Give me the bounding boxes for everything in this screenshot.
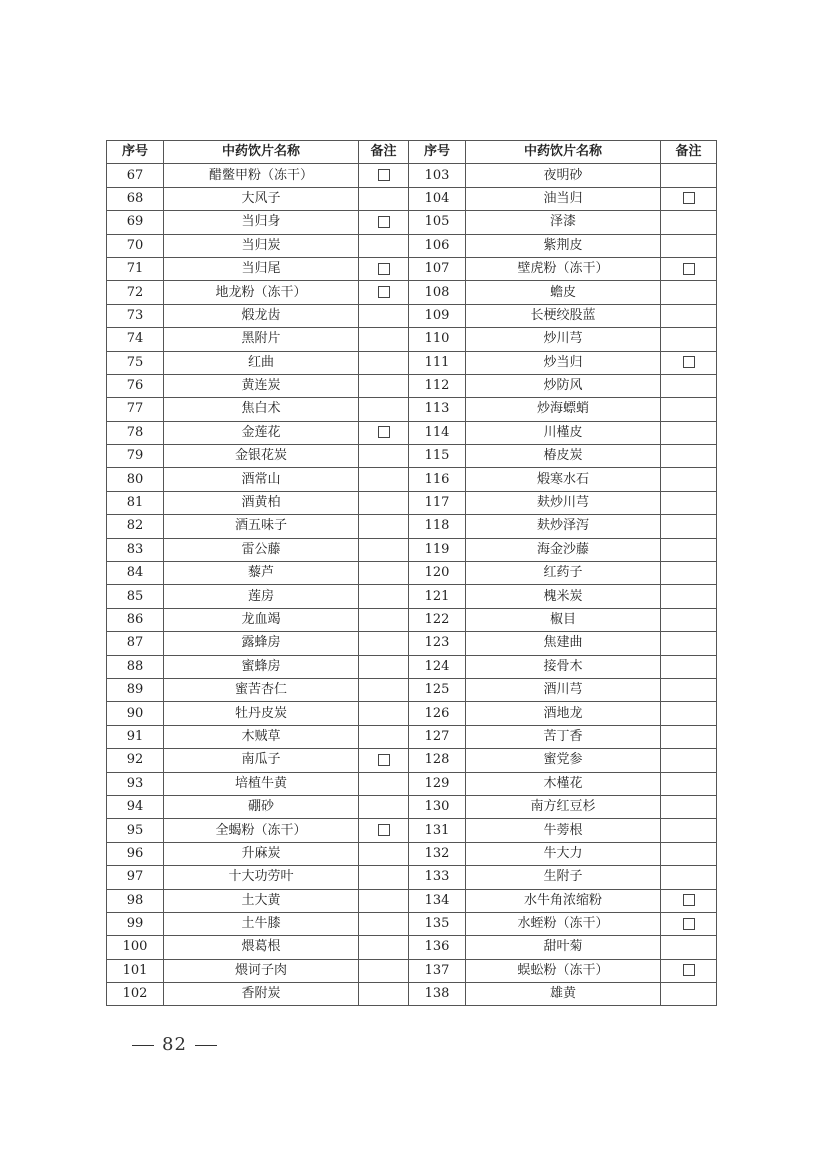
note-cell <box>359 164 409 187</box>
index-cell: 131 <box>409 819 466 842</box>
name-cell: 炒川芎 <box>466 328 661 351</box>
note-cell <box>661 912 717 935</box>
col-header-index-right: 序号 <box>409 141 466 164</box>
note-cell <box>661 398 717 421</box>
index-cell: 95 <box>107 819 164 842</box>
index-cell: 113 <box>409 398 466 421</box>
note-cell <box>661 632 717 655</box>
note-cell <box>359 304 409 327</box>
note-cell <box>359 912 409 935</box>
index-cell: 90 <box>107 702 164 725</box>
note-cell <box>359 655 409 678</box>
index-cell: 71 <box>107 257 164 280</box>
name-cell: 炒海螵蛸 <box>466 398 661 421</box>
name-cell: 煅龙齿 <box>164 304 359 327</box>
name-cell: 蜜党参 <box>466 749 661 772</box>
table-row <box>107 187 717 210</box>
note-cell <box>359 257 409 280</box>
name-cell: 壁虎粉（冻干） <box>466 257 661 280</box>
table-row <box>107 304 717 327</box>
index-cell: 85 <box>107 585 164 608</box>
name-cell: 酒黄柏 <box>164 491 359 514</box>
note-cell <box>359 889 409 912</box>
index-cell: 115 <box>409 445 466 468</box>
index-cell: 124 <box>409 655 466 678</box>
name-cell: 炒防风 <box>466 374 661 397</box>
index-cell: 111 <box>409 351 466 374</box>
index-cell: 78 <box>107 421 164 444</box>
name-cell: 牛蒡根 <box>466 819 661 842</box>
name-cell: 金莲花 <box>164 421 359 444</box>
index-cell: 96 <box>107 842 164 865</box>
note-cell <box>359 538 409 561</box>
table-row <box>107 562 717 585</box>
name-cell: 南方红豆杉 <box>466 795 661 818</box>
index-cell: 130 <box>409 795 466 818</box>
table-row <box>107 983 717 1006</box>
table-row <box>107 328 717 351</box>
table-row <box>107 281 717 304</box>
name-cell: 龙血竭 <box>164 608 359 631</box>
note-cell <box>661 725 717 748</box>
note-cell <box>661 702 717 725</box>
table-row <box>107 468 717 491</box>
note-cell <box>359 211 409 234</box>
index-cell: 81 <box>107 491 164 514</box>
index-cell: 122 <box>409 608 466 631</box>
note-cell <box>359 445 409 468</box>
name-cell: 蟾皮 <box>466 281 661 304</box>
table-row <box>107 585 717 608</box>
index-cell: 108 <box>409 281 466 304</box>
note-cell <box>359 328 409 351</box>
name-cell: 硼砂 <box>164 795 359 818</box>
table-row <box>107 866 717 889</box>
index-cell: 101 <box>107 959 164 982</box>
index-cell: 83 <box>107 538 164 561</box>
index-cell: 119 <box>409 538 466 561</box>
name-cell: 红药子 <box>466 562 661 585</box>
note-cell <box>359 772 409 795</box>
index-cell: 112 <box>409 374 466 397</box>
name-cell: 水蛭粉（冻干） <box>466 912 661 935</box>
index-cell: 67 <box>107 164 164 187</box>
name-cell: 苦丁香 <box>466 725 661 748</box>
note-cell <box>661 281 717 304</box>
table-row <box>107 842 717 865</box>
note-cell <box>661 936 717 959</box>
index-cell: 73 <box>107 304 164 327</box>
table-row <box>107 889 717 912</box>
name-cell: 土大黄 <box>164 889 359 912</box>
note-cell <box>661 257 717 280</box>
index-cell: 92 <box>107 749 164 772</box>
note-cell <box>359 866 409 889</box>
checkbox-icon <box>378 216 390 228</box>
note-cell <box>661 445 717 468</box>
note-cell <box>661 842 717 865</box>
table-row <box>107 632 717 655</box>
name-cell: 金银花炭 <box>164 445 359 468</box>
index-cell: 104 <box>409 187 466 210</box>
name-cell: 升麻炭 <box>164 842 359 865</box>
name-cell: 南瓜子 <box>164 749 359 772</box>
name-cell: 香附炭 <box>164 983 359 1006</box>
page-footer <box>124 1034 225 1055</box>
index-cell: 120 <box>409 562 466 585</box>
page-number: 82 <box>162 1034 187 1055</box>
note-cell <box>359 983 409 1006</box>
table-row <box>107 211 717 234</box>
name-cell: 醋鳖甲粉（冻干） <box>164 164 359 187</box>
index-cell: 105 <box>409 211 466 234</box>
note-cell <box>359 795 409 818</box>
name-cell: 长梗绞股蓝 <box>466 304 661 327</box>
name-cell: 煨诃子肉 <box>164 959 359 982</box>
index-cell: 127 <box>409 725 466 748</box>
name-cell: 雷公藤 <box>164 538 359 561</box>
note-cell <box>359 374 409 397</box>
index-cell: 99 <box>107 912 164 935</box>
note-cell <box>359 632 409 655</box>
index-cell: 132 <box>409 842 466 865</box>
name-cell: 蜜蜂房 <box>164 655 359 678</box>
index-cell: 117 <box>409 491 466 514</box>
note-cell <box>661 211 717 234</box>
col-header-index-left: 序号 <box>107 141 164 164</box>
name-cell: 十大功劳叶 <box>164 866 359 889</box>
name-cell: 槐米炭 <box>466 585 661 608</box>
note-cell <box>359 959 409 982</box>
name-cell: 煅寒水石 <box>466 468 661 491</box>
note-cell <box>661 562 717 585</box>
note-cell <box>661 959 717 982</box>
note-cell <box>359 398 409 421</box>
index-cell: 88 <box>107 655 164 678</box>
name-cell: 藜芦 <box>164 562 359 585</box>
index-cell: 126 <box>409 702 466 725</box>
index-cell: 121 <box>409 585 466 608</box>
note-cell <box>661 304 717 327</box>
table-row <box>107 491 717 514</box>
table-row <box>107 421 717 444</box>
note-cell <box>661 421 717 444</box>
table-row <box>107 608 717 631</box>
name-cell: 紫荆皮 <box>466 234 661 257</box>
index-cell: 128 <box>409 749 466 772</box>
note-cell <box>661 187 717 210</box>
note-cell <box>359 842 409 865</box>
table-row <box>107 257 717 280</box>
index-cell: 84 <box>107 562 164 585</box>
name-cell: 当归身 <box>164 211 359 234</box>
note-cell <box>359 562 409 585</box>
name-cell: 焦白术 <box>164 398 359 421</box>
note-cell <box>359 585 409 608</box>
footer-dash-right <box>195 1045 217 1046</box>
index-cell: 93 <box>107 772 164 795</box>
name-cell: 黑附片 <box>164 328 359 351</box>
note-cell <box>359 749 409 772</box>
name-cell: 酒常山 <box>164 468 359 491</box>
name-cell: 蜜苦杏仁 <box>164 678 359 701</box>
name-cell: 泽漆 <box>466 211 661 234</box>
table-row <box>107 445 717 468</box>
name-cell: 酒川芎 <box>466 678 661 701</box>
index-cell: 68 <box>107 187 164 210</box>
note-cell <box>661 585 717 608</box>
note-cell <box>661 374 717 397</box>
index-cell: 109 <box>409 304 466 327</box>
name-cell: 麸炒泽泻 <box>466 515 661 538</box>
checkbox-icon <box>683 964 695 976</box>
index-cell: 136 <box>409 936 466 959</box>
note-cell <box>359 608 409 631</box>
index-cell: 76 <box>107 374 164 397</box>
index-cell: 103 <box>409 164 466 187</box>
note-cell <box>359 468 409 491</box>
note-cell <box>359 515 409 538</box>
checkbox-icon <box>683 192 695 204</box>
name-cell: 焦建曲 <box>466 632 661 655</box>
index-cell: 138 <box>409 983 466 1006</box>
index-cell: 114 <box>409 421 466 444</box>
herbal-pieces-table <box>106 140 717 1006</box>
index-cell: 129 <box>409 772 466 795</box>
note-cell <box>661 234 717 257</box>
note-cell <box>661 655 717 678</box>
name-cell: 生附子 <box>466 866 661 889</box>
note-cell <box>359 491 409 514</box>
note-cell <box>661 983 717 1006</box>
note-cell <box>661 515 717 538</box>
table-row <box>107 234 717 257</box>
name-cell: 当归炭 <box>164 234 359 257</box>
name-cell: 蜈蚣粉（冻干） <box>466 959 661 982</box>
table-row <box>107 725 717 748</box>
index-cell: 87 <box>107 632 164 655</box>
name-cell: 麸炒川芎 <box>466 491 661 514</box>
checkbox-icon <box>378 824 390 836</box>
col-header-note-left: 备注 <box>359 141 409 164</box>
note-cell <box>661 866 717 889</box>
index-cell: 97 <box>107 866 164 889</box>
name-cell: 全蝎粉（冻干） <box>164 819 359 842</box>
index-cell: 74 <box>107 328 164 351</box>
note-cell <box>359 678 409 701</box>
index-cell: 106 <box>409 234 466 257</box>
note-cell <box>359 187 409 210</box>
table-row <box>107 795 717 818</box>
checkbox-icon <box>683 356 695 368</box>
name-cell: 牛大力 <box>466 842 661 865</box>
note-cell <box>359 725 409 748</box>
note-cell <box>661 538 717 561</box>
name-cell: 夜明砂 <box>466 164 661 187</box>
index-cell: 135 <box>409 912 466 935</box>
note-cell <box>661 749 717 772</box>
name-cell: 接骨木 <box>466 655 661 678</box>
index-cell: 107 <box>409 257 466 280</box>
name-cell: 培植牛黄 <box>164 772 359 795</box>
table-row <box>107 772 717 795</box>
index-cell: 79 <box>107 445 164 468</box>
note-cell <box>661 468 717 491</box>
name-cell: 酒地龙 <box>466 702 661 725</box>
name-cell: 椒目 <box>466 608 661 631</box>
name-cell: 牡丹皮炭 <box>164 702 359 725</box>
checkbox-icon <box>683 918 695 930</box>
name-cell: 水牛角浓缩粉 <box>466 889 661 912</box>
name-cell: 木贼草 <box>164 725 359 748</box>
checkbox-icon <box>378 169 390 181</box>
note-cell <box>661 772 717 795</box>
checkbox-icon <box>378 263 390 275</box>
name-cell: 地龙粉（冻干） <box>164 281 359 304</box>
checkbox-icon <box>378 286 390 298</box>
table-row <box>107 678 717 701</box>
index-cell: 94 <box>107 795 164 818</box>
note-cell <box>359 702 409 725</box>
index-cell: 100 <box>107 936 164 959</box>
note-cell <box>359 281 409 304</box>
index-cell: 69 <box>107 211 164 234</box>
footer-dash-left <box>132 1045 154 1046</box>
index-cell: 125 <box>409 678 466 701</box>
index-cell: 110 <box>409 328 466 351</box>
index-cell: 77 <box>107 398 164 421</box>
index-cell: 80 <box>107 468 164 491</box>
index-cell: 133 <box>409 866 466 889</box>
name-cell: 大风子 <box>164 187 359 210</box>
note-cell <box>661 164 717 187</box>
table-row <box>107 749 717 772</box>
col-header-name-left: 中药饮片名称 <box>164 141 359 164</box>
note-cell <box>359 351 409 374</box>
name-cell: 酒五味子 <box>164 515 359 538</box>
note-cell <box>661 819 717 842</box>
table-row <box>107 702 717 725</box>
table-row <box>107 819 717 842</box>
note-cell <box>661 608 717 631</box>
table-row <box>107 959 717 982</box>
table-row <box>107 538 717 561</box>
index-cell: 72 <box>107 281 164 304</box>
checkbox-icon <box>683 263 695 275</box>
checkbox-icon <box>683 894 695 906</box>
name-cell: 油当归 <box>466 187 661 210</box>
table-row <box>107 515 717 538</box>
name-cell: 莲房 <box>164 585 359 608</box>
name-cell: 木槿花 <box>466 772 661 795</box>
index-cell: 116 <box>409 468 466 491</box>
index-cell: 118 <box>409 515 466 538</box>
index-cell: 82 <box>107 515 164 538</box>
checkbox-icon <box>378 754 390 766</box>
table-row <box>107 374 717 397</box>
table-row <box>107 164 717 187</box>
name-cell: 黄连炭 <box>164 374 359 397</box>
name-cell: 炒当归 <box>466 351 661 374</box>
index-cell: 86 <box>107 608 164 631</box>
name-cell: 椿皮炭 <box>466 445 661 468</box>
table-row <box>107 912 717 935</box>
name-cell: 煨葛根 <box>164 936 359 959</box>
note-cell <box>661 328 717 351</box>
name-cell: 海金沙藤 <box>466 538 661 561</box>
note-cell <box>661 678 717 701</box>
index-cell: 89 <box>107 678 164 701</box>
index-cell: 123 <box>409 632 466 655</box>
table-row <box>107 655 717 678</box>
table-header-row <box>107 141 717 164</box>
index-cell: 75 <box>107 351 164 374</box>
name-cell: 当归尾 <box>164 257 359 280</box>
note-cell <box>661 889 717 912</box>
table-row <box>107 351 717 374</box>
name-cell: 土牛膝 <box>164 912 359 935</box>
table-row <box>107 398 717 421</box>
note-cell <box>359 234 409 257</box>
note-cell <box>359 819 409 842</box>
index-cell: 102 <box>107 983 164 1006</box>
name-cell: 雄黄 <box>466 983 661 1006</box>
index-cell: 91 <box>107 725 164 748</box>
col-header-note-right: 备注 <box>661 141 717 164</box>
name-cell: 露蜂房 <box>164 632 359 655</box>
checkbox-icon <box>378 426 390 438</box>
index-cell: 98 <box>107 889 164 912</box>
note-cell <box>661 795 717 818</box>
name-cell: 川槿皮 <box>466 421 661 444</box>
index-cell: 70 <box>107 234 164 257</box>
index-cell: 137 <box>409 959 466 982</box>
name-cell: 红曲 <box>164 351 359 374</box>
note-cell <box>359 936 409 959</box>
note-cell <box>359 421 409 444</box>
index-cell: 134 <box>409 889 466 912</box>
col-header-name-right: 中药饮片名称 <box>466 141 661 164</box>
note-cell <box>661 351 717 374</box>
name-cell: 甜叶菊 <box>466 936 661 959</box>
table-row <box>107 936 717 959</box>
note-cell <box>661 491 717 514</box>
